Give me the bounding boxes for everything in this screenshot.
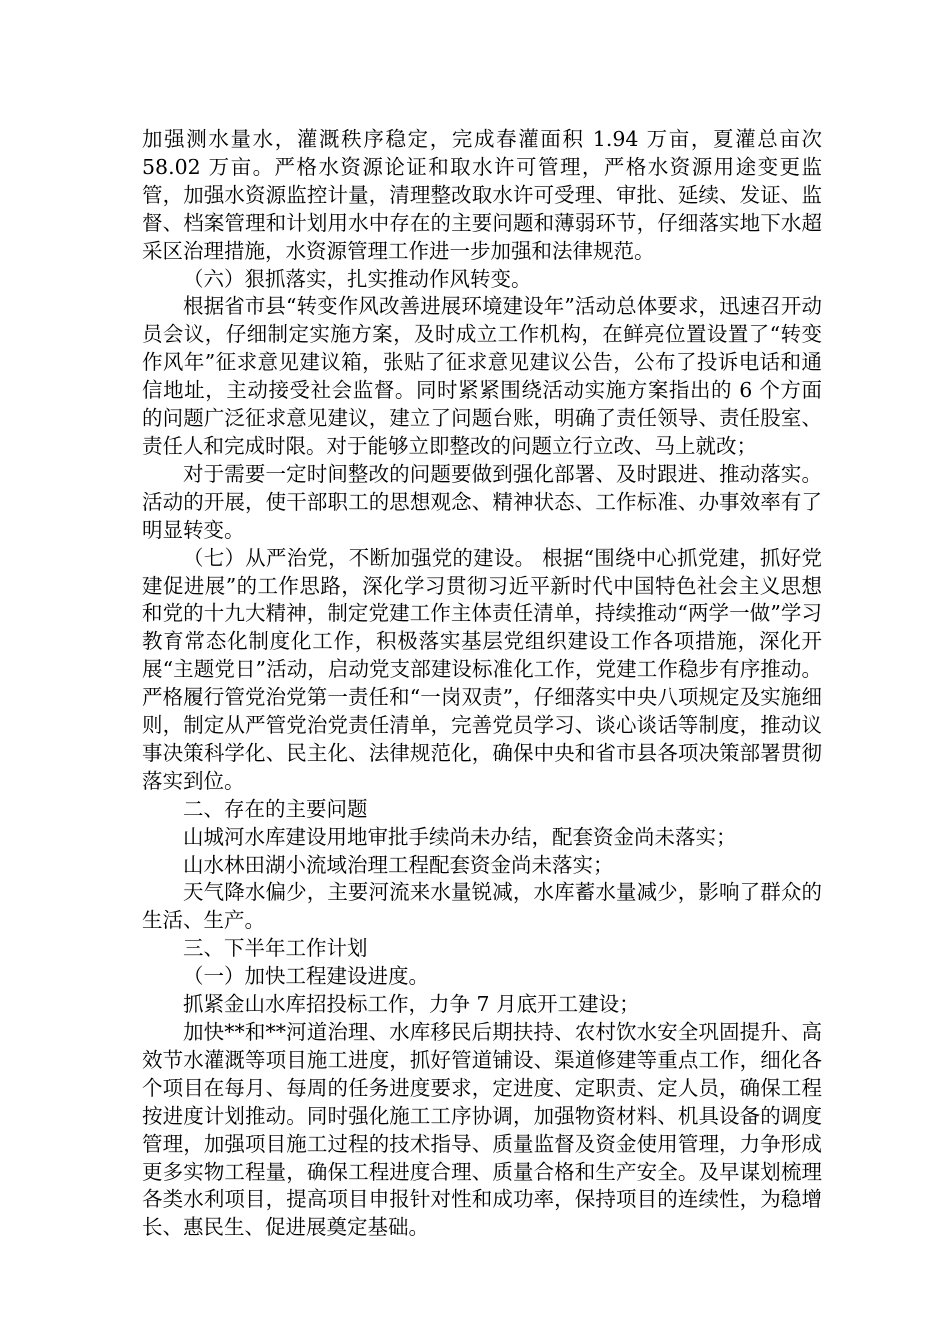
document-body [142, 126, 822, 1242]
paragraph-water-management: 加强测水量水，灌溉秩序稳定，完成春灌面积 1.94 万亩，夏灌总亩次 58.02 万亩。严格水资源论证和取水许可管理，严格水资源用途变更监管，加强水资源监控计量，清理整改取水许可受理、审批、延续、发证、监督、档案管理和计划用水中存在的主要问题和薄弱环节，仔细落实地下水超采区治理措施，水资源管理工作进一步加强和法律规范。 [142, 127, 822, 263]
paragraph-party-building: （七）从严治党，不断加强党的建设。 根据“围绕中心抓党建，抓好党建促进展”的工作思路，深化学习贯彻习近平新时代中国特色社会主义思想和党的十九大精神，制定党建工作主体责任清单，持续推动“两学一做”学习教育常态化制度化工作，积极落实基层党组织建设工作各项措施，深化开展“主题党日”活动，启动党支部建设标准化工作，党建工作稳步有序推动。严格履行管党治党第一责任和“一岗双责”，仔细落实中央八项规定及实施细则，制定从严管党治党责任清单，完善党员学习、谈心谈话等制度，推动议事决策科学化、民主化、法律规范化，确保中央和省市县各项决策部署贯彻落实到位。 [142, 545, 822, 793]
paragraph-problem-2: 山水林田湖小流域治理工程配套资金尚未落实； [183, 852, 614, 877]
paragraph-style-campaign: 根据省市县“转变作风改善进展环境建设年”活动总体要求，迅速召开动员会议，仔细制定实施方案，及时成立工作机构，在鲜亮位置设置了“转变作风年”征求意见建议箱，张贴了征求意见建议公告，公布了投诉电话和通信地址，主动接受社会监督。同时紧紧围绕活动实施方案指出的 6 个方面的问题广泛征求意见建议，建立了问题台账，明确了责任领导、责任股室、责任人和完成时限。对于能够立即整改的问题立行立改、马上就改； [142, 294, 822, 458]
heading-section-6: （六）狠抓落实，扎实推动作风转变。 [183, 266, 532, 291]
paragraph-plan-projects: 加快**和**河道治理、水库移民后期扶持、农村饮水安全巩固提升、高效节水灌溉等项目施工进度，抓好管道铺设、渠道修建等重点工作，细化各个项目在每月、每周的任务进度要求，定进度、定职责、定人员，确保工程按进度计划推动。同时强化施工工序协调，加强物资材料、机具设备的调度管理，加强项目施工过程的技术指导、质量监督及资金使用管理，力争形成更多实物工程量，确保工程进度合理、质量合格和生产安全。及早谋划梳理各类水利项目，提高项目申报针对性和成功率，保持项目的连续性，为稳增长、惠民生、促进展奠定基础。 [142, 1020, 822, 1240]
paragraph-rectification: 对于需要一定时间整改的问题要做到强化部署、及时跟进、推动落实。活动的开展，使干部职工的思想观念、精神状态、工作标准、办事效率有了明显转变。 [142, 461, 822, 542]
paragraph-plan-reservoir: 抓紧金山水库招投标工作，力争 7 月底开工建设； [183, 992, 640, 1017]
heading-work-plan: 三、下半年工作计划 [183, 936, 368, 961]
heading-main-problems: 二、存在的主要问题 [183, 796, 368, 821]
paragraph-problem-3: 天气降水偏少，主要河流来水量锐减，水库蓄水量减少，影响了群众的生活、生产。 [142, 880, 822, 933]
heading-plan-1: （一）加快工程建设进度。 [183, 964, 429, 989]
paragraph-problem-1: 山城河水库建设用地审批手续尚未办结，配套资金尚未落实； [183, 824, 737, 849]
